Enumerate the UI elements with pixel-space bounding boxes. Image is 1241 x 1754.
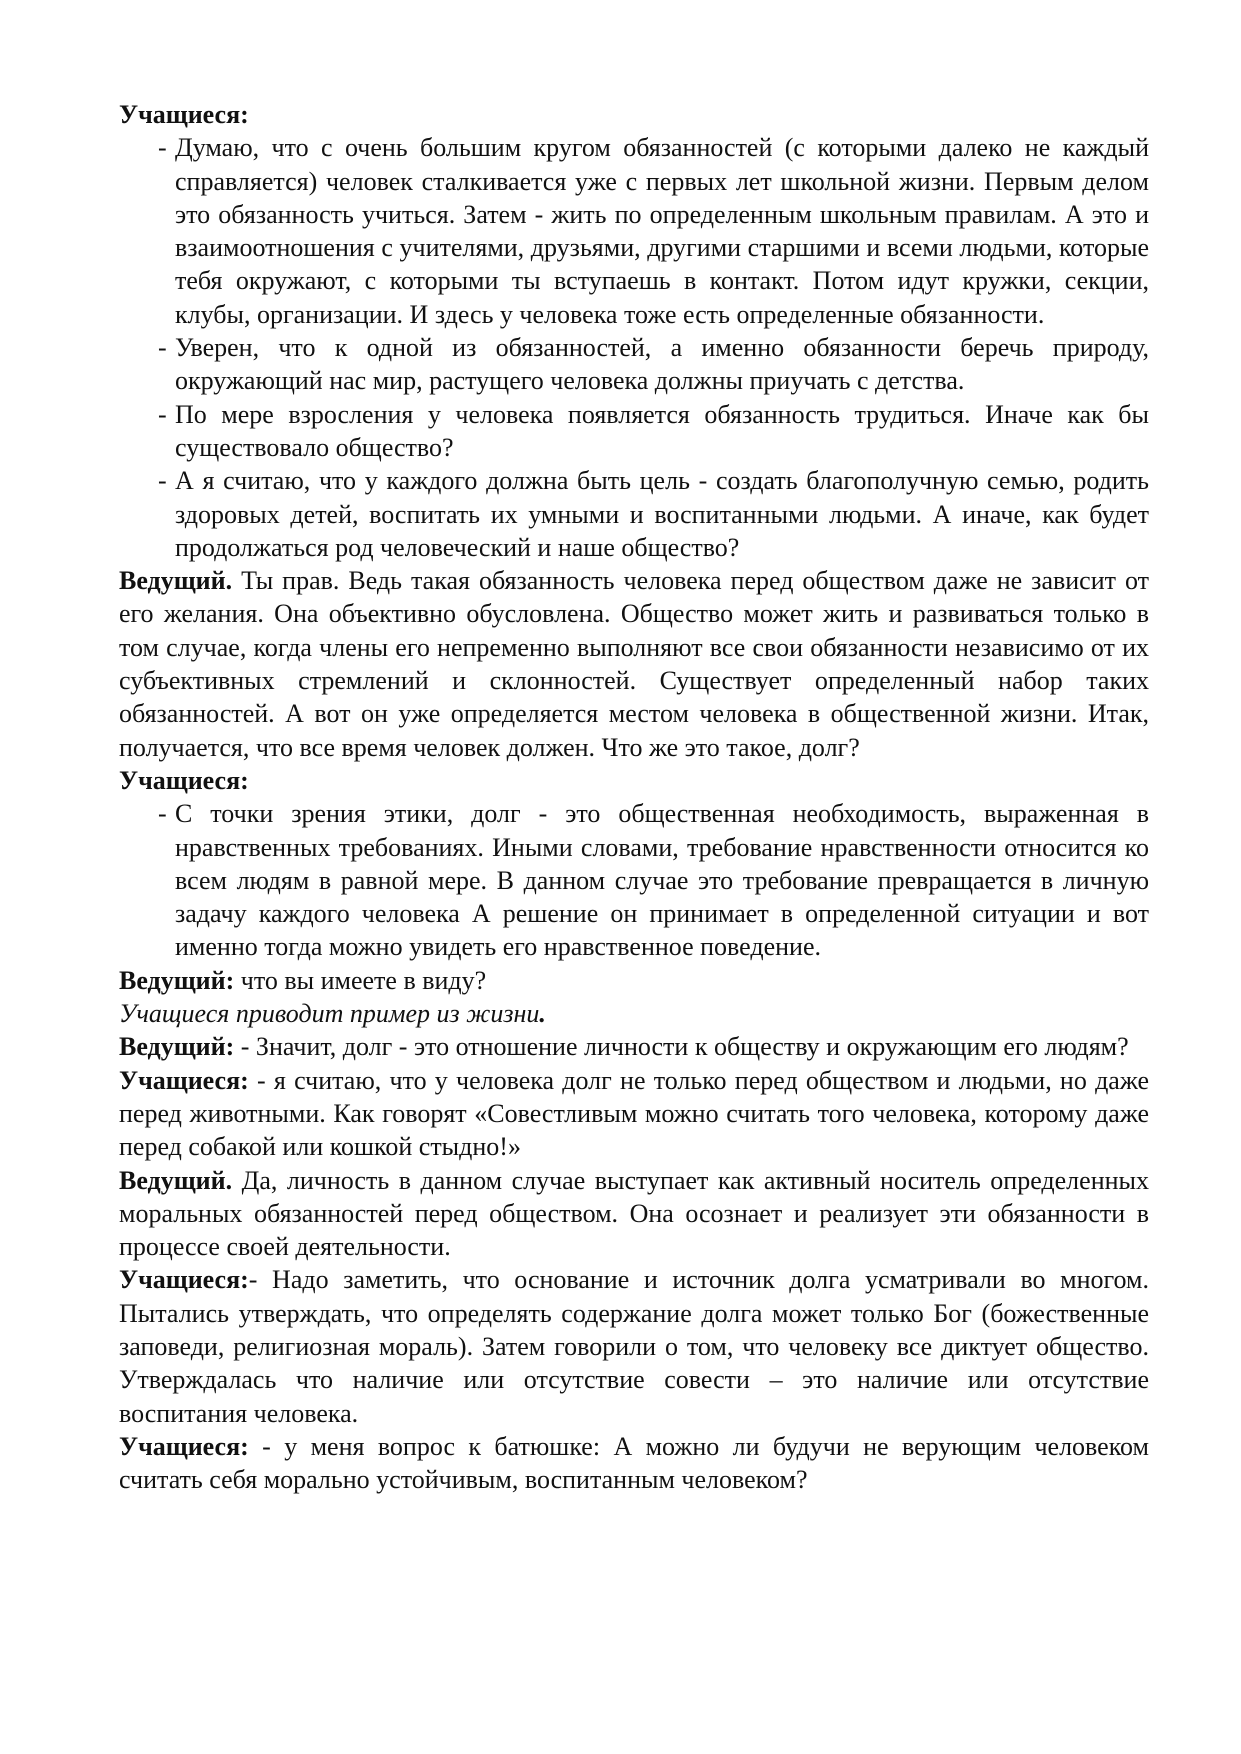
paragraph-text: - у меня вопрос к батюшке: А можно ли будучи не верующим человеком считать себя морально устойчивым, воспитанным человеком?	[119, 1431, 1149, 1495]
speaker-label: Учащиеся:	[119, 1265, 249, 1295]
dialogue-paragraph	[119, 1030, 1149, 1063]
speaker-label: Ведущий.	[119, 566, 233, 596]
paragraph-text: Ты прав. Ведь такая обязанность человека перед обществом даже не зависит от его желания. Она объективно обусловлена. Общество может жить и развиваться только в том случае, когда члены его непременно выполняют все свои обязанности независимо от их субъективных стремлений и склонностей. Существует определенный набор таких обязанностей. А вот он уже определяется местом человека в общественной жизни. Итак, получается, что все время человек должен. Что же это такое, долг?	[119, 566, 1149, 762]
list-item-text: Думаю, что с очень большим кругом обязанностей (с которыми далеко не каждый справляется) человек сталкивается уже с первых лет школьной жизни. Первым делом это обязанность учиться. Затем - жить по определенным школьным правилам. А это и взаимоотношения с учителями, друзьями, другими старшими и всеми людьми, которые тебя окружают, с которыми ты вступаешь в контакт. Потом идут кружки, секции, клубы, организации. И здесь у человека тоже есть определенные обязанности.	[175, 133, 1149, 329]
speaker-label: Ведущий:	[119, 1032, 235, 1062]
document-page	[119, 98, 1149, 1496]
speaker-label: Учащиеся:	[119, 765, 249, 795]
list-dash: -	[158, 333, 167, 363]
list-item	[158, 464, 1149, 564]
students-remarks-list	[119, 131, 1149, 564]
list-item	[158, 131, 1149, 331]
dialogue-paragraph	[119, 1263, 1149, 1429]
list-item	[158, 331, 1149, 398]
list-dash: -	[158, 133, 167, 163]
dialogue-paragraph	[119, 1164, 1149, 1264]
list-item-text: Уверен, что к одной из обязанностей, а именно обязанности беречь природу, окружающий нас мир, растущего человека должны приучать с детства.	[175, 333, 1149, 396]
paragraph-text: Да, личность в данном случае выступает как активный носитель определенных моральных обязанностей перед обществом. Она осознает и реализует эти обязанности в процессе своей деятельности.	[119, 1165, 1149, 1262]
speaker-label: Учащиеся:	[119, 1431, 249, 1461]
list-item-text: А я считаю, что у каждого должна быть цель - создать благополучную семью, родить здоровых детей, воспитать их умными и воспитанными людьми. А иначе, как будет продолжаться род человеческий и наше общество?	[175, 466, 1149, 562]
stage-direction-end: .	[539, 999, 546, 1029]
speaker-label: Ведущий.	[119, 1165, 233, 1195]
speaker-label: Учащиеся:	[119, 100, 249, 129]
paragraph-text: - я считаю, что у человека долг не только перед обществом и людьми, но даже перед животными. Как говорят «Совестливым можно считать того человека, которому даже перед собакой или кошкой стыдно!»	[119, 1065, 1149, 1162]
paragraph-text: что вы имеете в виду?	[234, 965, 487, 995]
stage-direction	[119, 997, 1149, 1030]
paragraph-text: - Надо заметить, что основание и источник долга усматривали во многом. Пытались утверждать, что определять содержание долга может только Бог (божественные заповеди, религиозная мораль). Затем говорили о том, что человеку все диктует общество. Утверждалась что наличие или отсутствие совести – это наличие или отсутствие воспитания человека.	[119, 1265, 1149, 1428]
dialogue-paragraph	[119, 1064, 1149, 1164]
paragraph-text: - Значит, долг - это отношение личности к обществу и окружающим его людям?	[234, 1032, 1129, 1062]
dialogue-paragraph	[119, 1430, 1149, 1497]
dialogue-paragraph	[119, 964, 1149, 997]
list-dash: -	[158, 799, 167, 829]
list-dash: -	[158, 399, 167, 429]
speaker-label: Учащиеся:	[119, 1065, 249, 1095]
dialogue-paragraph	[119, 564, 1149, 764]
list-item-text: По мере взросления у человека появляется обязанность трудиться. Иначе как бы существовало общество?	[175, 399, 1149, 462]
list-dash: -	[158, 466, 167, 496]
list-item-text: С точки зрения этики, долг - это общественная необходимость, выраженная в нравственных требованиях. Иными словами, требование нравственности относится ко всем людям в равной мере. В данном случае это требование превращается в личную задачу каждого человека А решение он принимает в определенной ситуации и вот именно тогда можно увидеть его нравственное поведение.	[175, 799, 1149, 962]
students-remarks-list	[119, 797, 1149, 963]
stage-direction-text: Учащиеся приводит пример из жизни	[119, 999, 540, 1029]
speaker-label: Ведущий:	[119, 965, 235, 995]
list-item	[158, 797, 1149, 963]
list-item	[158, 398, 1149, 465]
